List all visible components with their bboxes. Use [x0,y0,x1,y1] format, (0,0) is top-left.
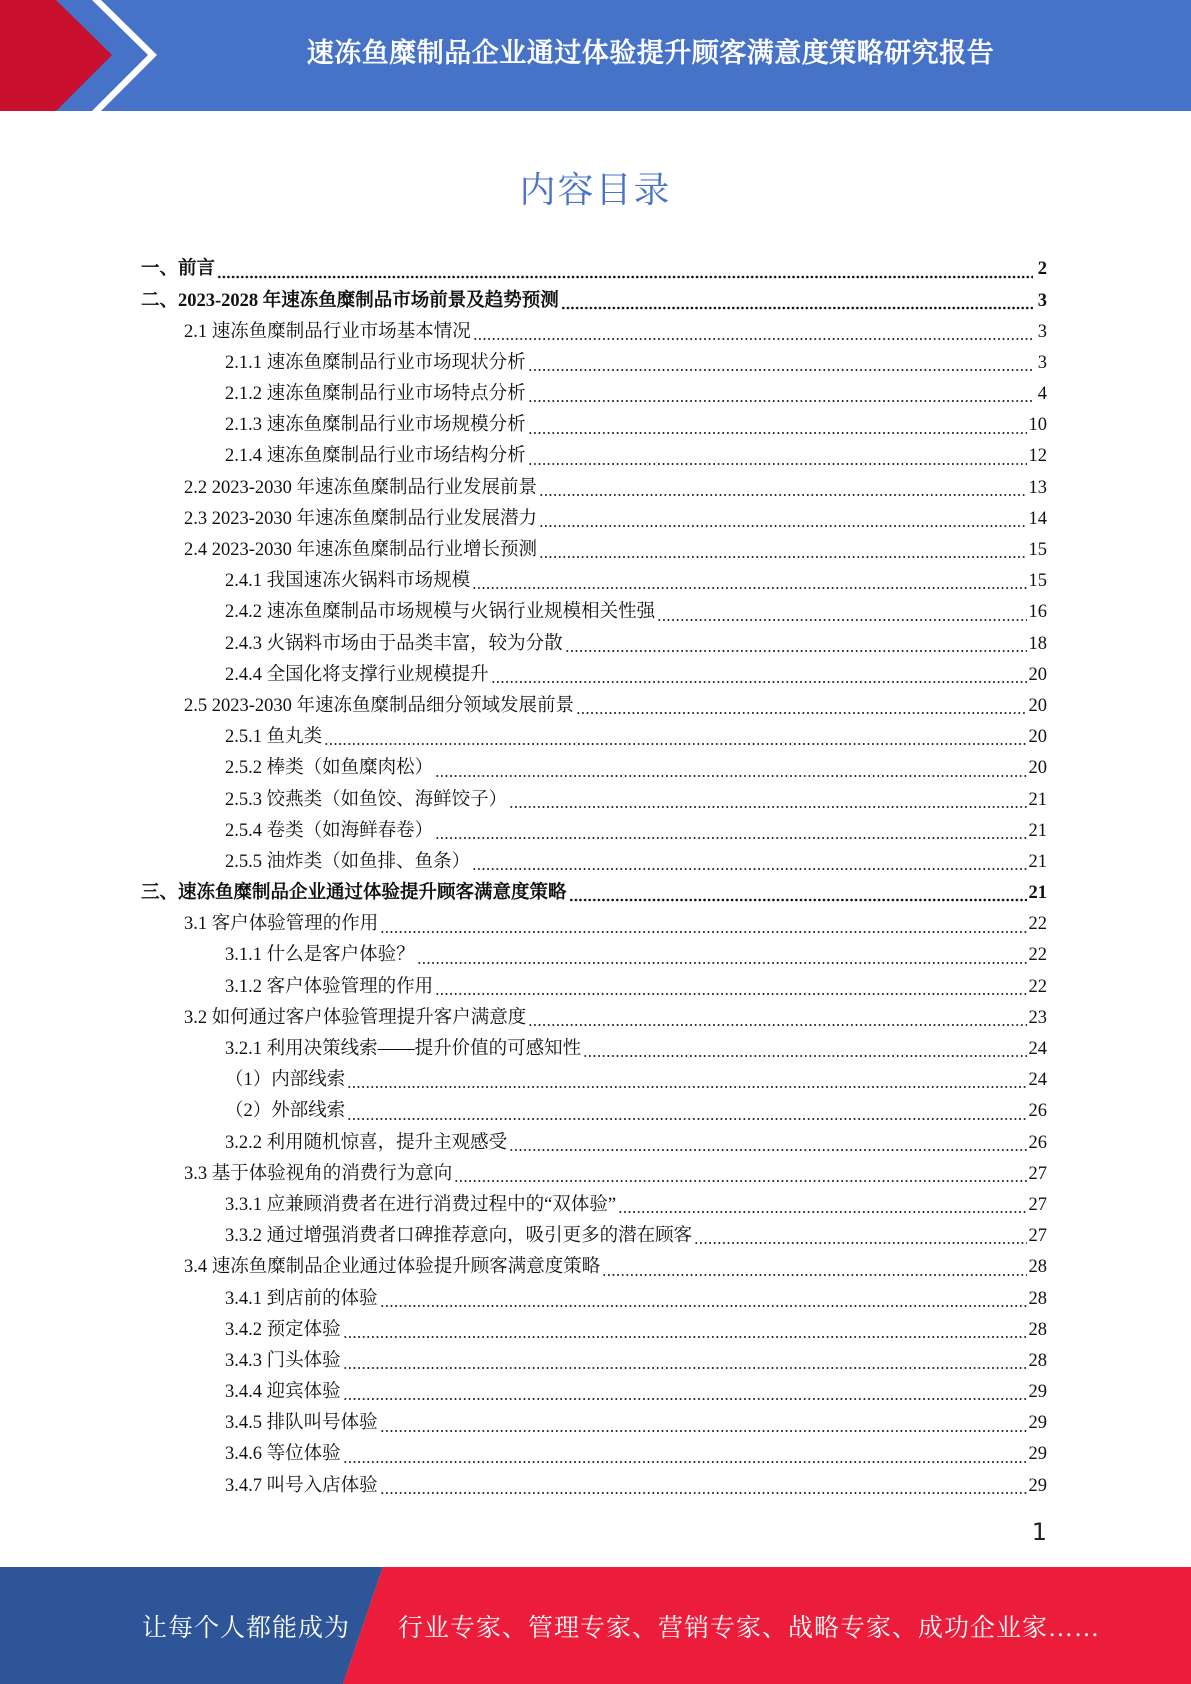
toc-entry-page: 21 [1028,883,1047,904]
toc-dot-leader [417,961,1027,965]
toc-entry-title: 2.1.4 速冻鱼糜制品行业市场结构分析 [225,446,526,467]
toc-entry[interactable] [141,1252,1047,1283]
toc-entry-page: 27 [1028,1163,1047,1184]
toc-dot-leader [435,774,1026,778]
toc-entry-title: 二、2023-2028 年速冻鱼糜制品市场前景及趋势预测 [141,290,559,311]
toc-dot-leader [454,1179,1026,1183]
toc-entry[interactable] [141,1003,1047,1034]
toc-dot-leader [657,618,1026,622]
toc-dot-leader [561,306,1033,310]
toc-entry-title: 2.3 2023-2030 年速冻鱼糜制品行业发展潜力 [184,508,538,529]
toc-entry[interactable] [141,847,1047,878]
toc-entry[interactable] [141,1096,1047,1127]
toc-dot-leader [509,805,1026,809]
toc-dot-leader [539,493,1026,497]
footer-slogan-left: 让每个人都能成为 [142,1614,351,1642]
toc-dot-leader [618,1210,1026,1214]
page-number: 1 [1031,1518,1047,1546]
toc-entry-page: 15 [1028,540,1047,561]
toc-dot-leader [528,431,1027,435]
table-of-contents [141,254,1047,1502]
toc-dot-leader [528,368,1033,372]
toc-entry-title: 2.5.4 卷类（如海鲜春卷） [225,820,434,841]
toc-entry-page: 13 [1028,477,1047,498]
toc-entry-title: 3.3.1 应兼顾消费者在进行消费过程中的“双体验” [225,1194,617,1215]
toc-entry[interactable] [141,472,1047,503]
toc-entry-title: 2.4.3 火锅料市场由于品类丰富，较为分散 [225,633,563,654]
toc-entry[interactable] [141,1346,1047,1377]
footer-banner [0,1567,1191,1684]
toc-entry-page: 21 [1028,789,1047,810]
toc-dot-leader [347,1117,1026,1121]
toc-entry-title: 3.4.2 预定体验 [225,1319,341,1340]
toc-entry-title: 3.4 速冻鱼糜制品企业通过体验提升顾客满意度策略 [184,1257,601,1278]
toc-dot-leader [347,1085,1026,1089]
toc-dot-leader [435,836,1026,840]
toc-entry-title: 3.4.6 等位体验 [225,1444,341,1465]
toc-entry-title: 一、前言 [141,259,216,280]
toc-entry-page: 24 [1028,1070,1047,1091]
header-band [0,0,1191,111]
toc-entry[interactable] [141,1127,1047,1158]
toc-entry-title: 3.3.2 通过增强消费者口碑推荐意向，吸引更多的潜在顾客 [225,1226,693,1247]
toc-heading: 内容目录 [519,170,672,211]
toc-dot-leader [509,1148,1026,1152]
toc-entry[interactable] [141,379,1047,410]
toc-entry-page: 22 [1028,945,1047,966]
toc-entry-page: 16 [1028,602,1047,623]
toc-entry-title: 3.3 基于体验视角的消费行为意向 [184,1163,453,1184]
toc-entry-page: 23 [1028,1007,1047,1028]
toc-dot-leader [539,555,1026,559]
toc-dot-leader [343,1397,1027,1401]
toc-entry-page: 2 [1037,259,1047,280]
toc-dot-leader [435,992,1026,996]
toc-entry[interactable] [141,348,1047,379]
toc-entry-title: 2.5.3 饺燕类（如鱼饺、海鲜饺子） [225,789,508,810]
toc-entry[interactable] [141,535,1047,566]
toc-entry[interactable] [141,566,1047,597]
toc-entry-title: 2.5.1 鱼丸类 [225,727,323,748]
toc-entry[interactable] [141,254,1047,285]
toc-dot-leader [217,275,1033,279]
toc-dot-leader [343,1335,1027,1339]
toc-entry-page: 3 [1037,352,1047,373]
toc-dot-leader [380,930,1026,934]
report-title: 速冻鱼糜制品企业通过体验提升顾客满意度策略研究报告 [306,37,995,69]
toc-entry-page: 29 [1028,1382,1047,1403]
toc-entry-page: 15 [1028,571,1047,592]
toc-entry[interactable] [141,1314,1047,1345]
toc-entry[interactable] [141,441,1047,472]
toc-entry-title: 3.2.1 利用决策线索——提升价值的可感知性 [225,1039,582,1060]
toc-entry-title: 2.1.1 速冻鱼糜制品行业市场现状分析 [225,352,526,373]
toc-entry[interactable] [141,971,1047,1002]
toc-entry-title: （1）内部线索 [225,1070,346,1091]
toc-entry[interactable] [141,316,1047,347]
toc-entry-title: 3.4.7 叫号入店体验 [225,1475,378,1496]
toc-entry[interactable] [141,1439,1047,1470]
toc-entry-page: 20 [1028,758,1047,779]
toc-entry-page: 28 [1028,1350,1047,1371]
toc-entry[interactable] [141,285,1047,316]
toc-dot-leader [565,649,1027,653]
toc-entry-page: 4 [1037,384,1047,405]
toc-entry-title: 2.4.2 速冻鱼糜制品市场规模与火锅行业规模相关性强 [225,602,656,623]
toc-entry[interactable] [141,815,1047,846]
toc-dot-leader [343,1460,1027,1464]
toc-entry[interactable] [141,691,1047,722]
toc-entry-page: 29 [1028,1444,1047,1465]
toc-entry[interactable] [141,1221,1047,1252]
toc-entry-page: 22 [1028,914,1047,935]
toc-dot-leader [380,1429,1027,1433]
toc-entry[interactable] [141,1408,1047,1439]
toc-entry-title: 3.1.1 什么是客户体验？ [225,945,415,966]
toc-entry-page: 3 [1037,321,1047,342]
toc-entry-page: 29 [1028,1475,1047,1496]
toc-entry-page: 28 [1028,1319,1047,1340]
toc-entry-title: 2.5.5 油炸类（如鱼排、鱼条） [225,851,471,872]
toc-dot-leader [473,337,1033,341]
toc-entry-title: 2.5 2023-2030 年速冻鱼糜制品细分领域发展前景 [184,695,575,716]
toc-entry-page: 20 [1028,664,1047,685]
toc-dot-leader [343,1366,1027,1370]
toc-entry-page: 18 [1028,633,1047,654]
toc-entry-page: 28 [1028,1288,1047,1309]
toc-entry-title: 2.1.2 速冻鱼糜制品行业市场特点分析 [225,384,526,405]
toc-entry-title: 2.5.2 棒类（如鱼糜肉松） [225,758,434,779]
toc-entry-title: 3.1.2 客户体验管理的作用 [225,976,434,997]
toc-dot-leader [583,1054,1026,1058]
toc-entry-title: 三、速冻鱼糜制品企业通过体验提升顾客满意度策略 [141,883,567,904]
toc-entry-page: 29 [1028,1413,1047,1434]
toc-entry[interactable] [141,659,1047,690]
toc-entry-title: 3.4.3 门头体验 [225,1350,341,1371]
toc-entry-page: 26 [1028,1101,1047,1122]
footer-slogan-right: 行业专家、管理专家、营销专家、战略专家、成功企业家…… [398,1614,1101,1642]
toc-entry-page: 28 [1028,1257,1047,1278]
toc-entry[interactable] [141,410,1047,441]
toc-dot-leader [569,898,1027,902]
toc-dot-leader [380,1491,1027,1495]
toc-entry-title: 3.4.4 迎宾体验 [225,1382,341,1403]
toc-entry-title: 3.2 如何通过客户体验管理提升客户满意度 [184,1007,527,1028]
toc-dot-leader [528,1023,1026,1027]
toc-entry-title: 3.1 客户体验管理的作用 [184,914,379,935]
toc-entry-page: 27 [1028,1226,1047,1247]
toc-dot-leader [602,1273,1026,1277]
toc-entry-title: 2.4.4 全国化将支撑行业规模提升 [225,664,489,685]
toc-entry-page: 20 [1028,695,1047,716]
toc-entry-page: 27 [1028,1194,1047,1215]
toc-entry[interactable] [141,597,1047,628]
toc-entry[interactable] [141,1283,1047,1314]
toc-entry[interactable] [141,722,1047,753]
toc-entry-page: 10 [1028,415,1047,436]
toc-entry[interactable] [141,878,1047,909]
toc-entry[interactable] [141,1190,1047,1221]
toc-dot-leader [324,742,1026,746]
toc-entry[interactable] [141,940,1047,971]
toc-entry-page: 22 [1028,976,1047,997]
toc-entry[interactable] [141,504,1047,535]
toc-entry-page: 12 [1028,446,1047,467]
toc-dot-leader [539,524,1026,528]
toc-dot-leader [491,680,1027,684]
toc-dot-leader [472,586,1026,590]
toc-dot-leader [380,1304,1027,1308]
toc-entry-title: 2.4 2023-2030 年速冻鱼糜制品行业增长预测 [184,540,538,561]
toc-entry-title: 3.2.2 利用随机惊喜，提升主观感受 [225,1132,508,1153]
toc-entry[interactable] [141,628,1047,659]
toc-dot-leader [694,1241,1026,1245]
toc-entry-title: 2.4.1 我国速冻火锅料市场规模 [225,571,471,592]
toc-entry[interactable] [141,753,1047,784]
toc-dot-leader [528,399,1033,403]
toc-entry-page: 14 [1028,508,1047,529]
toc-entry[interactable] [141,784,1047,815]
toc-entry-page: 26 [1028,1132,1047,1153]
toc-entry-page: 3 [1037,290,1047,311]
toc-entry-page: 24 [1028,1039,1047,1060]
toc-entry-title: 2.1.3 速冻鱼糜制品行业市场规模分析 [225,415,526,436]
toc-dot-leader [472,867,1026,871]
toc-entry[interactable] [141,1034,1047,1065]
toc-entry-title: 2.1 速冻鱼糜制品行业市场基本情况 [184,321,471,342]
toc-entry-title: 3.4.1 到店前的体验 [225,1288,378,1309]
toc-entry-title: （2）外部线索 [225,1101,346,1122]
toc-entry[interactable] [141,1377,1047,1408]
toc-entry[interactable] [141,909,1047,940]
red-chevron-decoration [0,0,160,111]
toc-entry-page: 21 [1028,820,1047,841]
toc-entry-title: 3.4.5 排队叫号体验 [225,1413,378,1434]
toc-entry-page: 20 [1028,727,1047,748]
toc-entry-title: 2.2 2023-2030 年速冻鱼糜制品行业发展前景 [184,477,538,498]
toc-entry[interactable] [141,1158,1047,1189]
toc-dot-leader [528,462,1027,466]
toc-entry[interactable] [141,1470,1047,1501]
toc-dot-leader [576,711,1026,715]
toc-entry[interactable] [141,1065,1047,1096]
toc-entry-page: 21 [1028,851,1047,872]
